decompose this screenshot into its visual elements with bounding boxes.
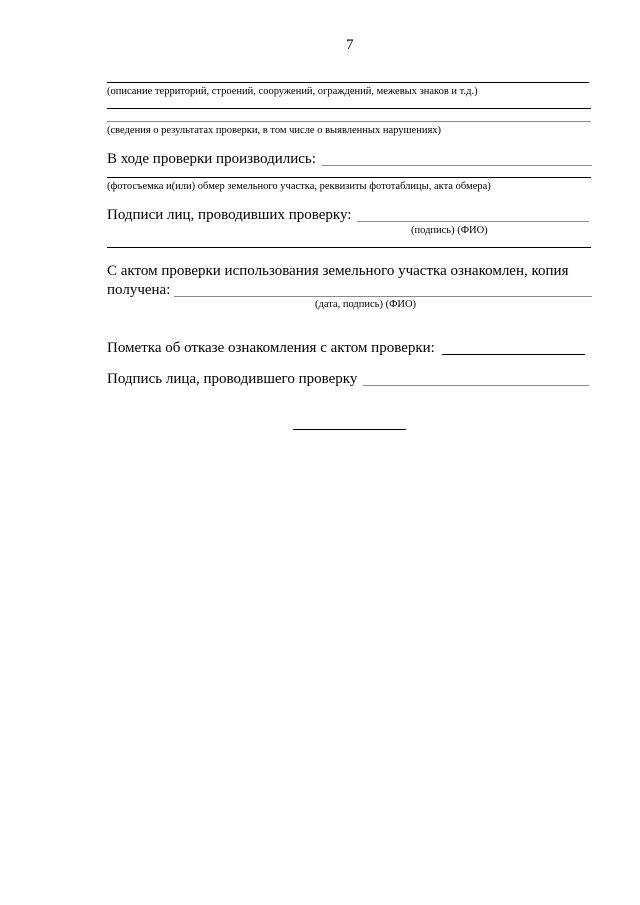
acquainted-line: [174, 296, 592, 297]
inspector-signature-label: Подпись лица, проводившего проверку: [107, 371, 358, 387]
inspectors-signatures-line: [357, 221, 589, 222]
performed-line-1: [322, 165, 592, 166]
results-line-1: [107, 108, 591, 109]
end-separator: [293, 429, 406, 430]
refusal-label: Пометка об отказе ознакомления с актом проверки:: [107, 340, 435, 356]
territory-line: [107, 82, 589, 83]
acquainted-text-line1: С актом проверки использования земельного участка ознакомлен, копия: [107, 263, 569, 279]
results-caption: (сведения о результатах проверки, в том числе о выявленных нарушениях): [107, 125, 442, 136]
signature-fio-caption: (подпись) (ФИО): [411, 225, 488, 236]
inspectors-signatures-label: Подписи лиц, проводивших проверку:: [107, 207, 352, 223]
photo-caption: (фотосъемка и(или) обмер земельного участка, реквизиты фототаблицы, акта обмера): [107, 181, 491, 192]
results-line-2: [107, 121, 591, 122]
territory-caption: (описание территорий, строений, сооружений, ограждений, межевых знаков и т.д.): [107, 86, 478, 97]
inspectors-signatures-line-2: [107, 247, 591, 248]
page-number: 7: [346, 37, 354, 53]
refusal-line: [442, 354, 585, 355]
acquainted-text-line2: получена:: [107, 282, 171, 298]
performed-label: В ходе проверки производились:: [107, 151, 316, 167]
performed-line-2: [107, 177, 591, 178]
date-signature-fio-caption: (дата, подпись) (ФИО): [315, 299, 417, 310]
inspector-signature-line: [363, 385, 589, 386]
